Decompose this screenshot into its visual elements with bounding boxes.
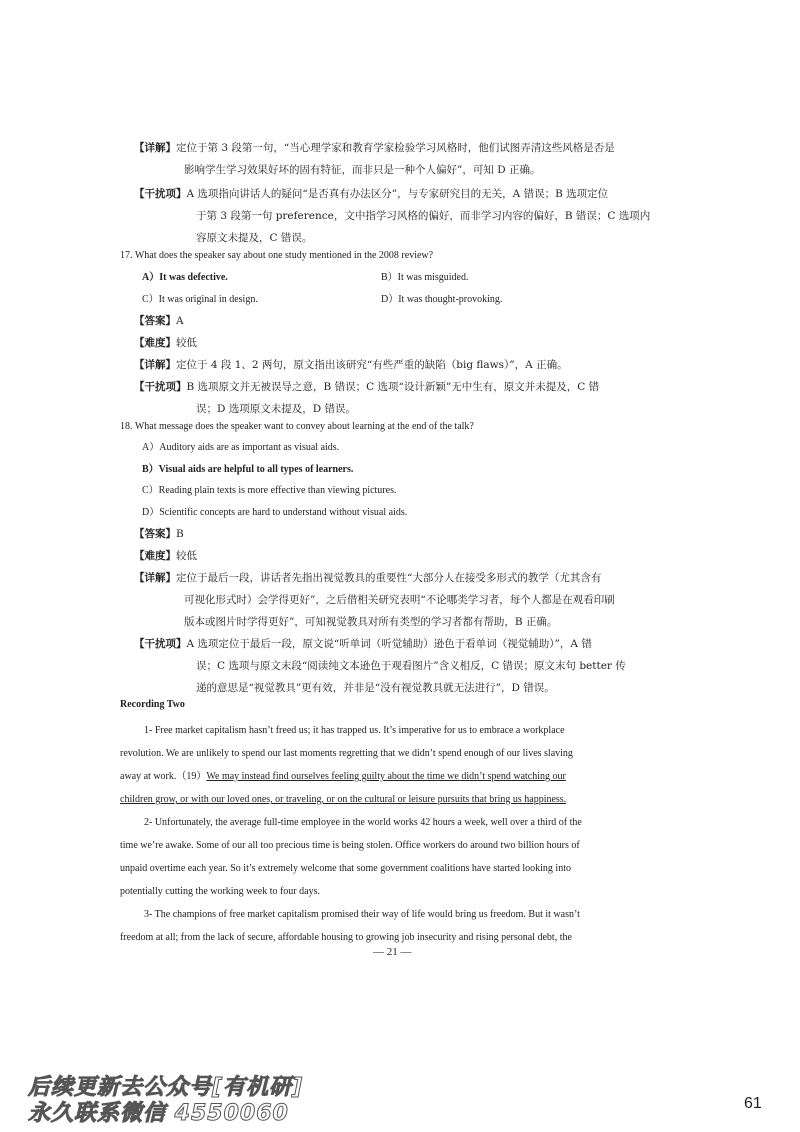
q17-distractor: 【干扰项】B 选项原文并无被误导之意，B 错误；C 选项“设计新颖”无中生有，原文并未提及，C 错 xyxy=(134,381,600,393)
q18-answer: 【答案】B xyxy=(134,528,184,540)
q18-difficulty: 【难度】较低 xyxy=(134,550,197,562)
q17-question: 17. What does the speaker say about one study mentioned in the 2008 review? xyxy=(120,250,434,261)
q17-option-c: C）It was original in design. xyxy=(142,294,258,305)
q16-distractor: 【干扰项】A 选项指向讲话人的疑问“是否真有办法区分”，与专家研究目的无关，A 错误；B 选项定位 xyxy=(134,188,609,200)
q17-option-a: A）It was defective. xyxy=(142,272,228,283)
q16-detail: 【详解】定位于第 3 段第一句，“当心理学家和教育学家检验学习风格时，他们试图弄清这些风格是否是 xyxy=(134,142,615,154)
q17-option-b: B）It was misguided. xyxy=(381,272,469,283)
transcript-line: 1- Free market capitalism hasn’t freed us; it has trapped us. It’s imperative for us to embrace a workplace xyxy=(144,725,565,736)
q17-difficulty: 【难度】较低 xyxy=(134,337,197,349)
transcript-line: 3- The champions of free market capitalism promised their way of life would bring us freedom. But it wasn’t xyxy=(144,909,580,920)
transcript-line: time we’re awake. Some of our all too precious time is being stolen. Office workers do around two billion hours of xyxy=(120,840,580,851)
q16-detail-cont: 影响学生学习效果好坏的固有特征，而非只是一种个人偏好”，可知 D 正确。 xyxy=(184,164,541,176)
underlined-answer: children grow, or with our loved ones, or traveling, or on the cultural or leisure pursuits that bring us happiness. xyxy=(120,794,567,805)
q17-option-d: D）It was thought-provoking. xyxy=(381,294,503,305)
transcript-line: unpaid overtime each year. So it’s extremely welcome that some government coalitions have started looking into xyxy=(120,863,571,874)
q18-option-d: D）Scientific concepts are hard to understand without visual aids. xyxy=(142,507,408,518)
transcript-line: 2- Unfortunately, the average full-time employee in the world works 42 hours a week, well over a third of the xyxy=(144,817,582,828)
q18-distractor-cont-2: 递的意思是“视觉教具”更有效，并非是“没有视觉教具就无法进行”，D 错误。 xyxy=(196,682,555,694)
q17-detail: 【详解】定位于 4 段 1、2 两句，原文指出该研究“有些严重的缺陷（big flaws）”，A 正确。 xyxy=(134,359,568,371)
q18-question: 18. What message does the speaker want to convey about learning at the end of the talk? xyxy=(120,421,474,432)
transcript-line: freedom at all; from the lack of secure, affordable housing to growing job insecurity and rising personal debt, the xyxy=(120,932,572,943)
distractor-label: 【干扰项】 xyxy=(134,188,187,200)
q18-distractor-cont-1: 误；C 选项与原文末段“阅读纯文本逊色于观看图片”含义相反，C 错误；原文末句 better 传 xyxy=(196,660,626,672)
transcript-line: away at work.（19）We may instead find ourselves feeling guilty about the time we didn’t spend watching our xyxy=(120,771,566,782)
detail-label: 【详解】 xyxy=(134,142,176,154)
q18-detail: 【详解】定位于最后一段，讲话者先指出视觉教具的重要性“大部分人在接受多形式的教学（尤其含有 xyxy=(134,572,602,584)
q18-option-c: C）Reading plain texts is more effective than viewing pictures. xyxy=(142,485,397,496)
q18-option-b: B）Visual aids are helpful to all types of learners. xyxy=(142,464,354,475)
page-number: — 21 — xyxy=(373,946,412,958)
q18-distractor: 【干扰项】A 选项定位于最后一段，原文说“听单词（听觉辅助）逊色于看单词（视觉辅助）”，A 错 xyxy=(134,638,592,650)
q17-answer: 【答案】A xyxy=(134,315,184,327)
transcript-line xyxy=(120,788,681,811)
q18-option-a: A）Auditory aids are as important as visual aids. xyxy=(142,442,340,453)
q16-distractor-cont-2: 容原文未提及，C 错误。 xyxy=(196,232,313,244)
watermark: 后续更新去公众号[有机研] 永久联系微信 4550060 xyxy=(28,1075,304,1126)
q18-detail-cont-2: 版本或图片时学得更好”，可知视觉教具对所有类型的学习者都有帮助，B 正确。 xyxy=(184,616,558,628)
transcript-line: potentially cutting the working week to four days. xyxy=(120,886,320,897)
q17-distractor-cont: 误；D 选项原文未提及，D 错误。 xyxy=(196,403,357,415)
transcript-line: revolution. We are unlikely to spend our last moments regretting that we didn’t spend enough of our lives slaving xyxy=(120,748,573,759)
q16-distractor-cont-1: 于第 3 段第一句 preference，文中指学习风格的偏好，而非学习内容的偏好，B 错误；C 选项内 xyxy=(196,210,651,222)
underlined-answer: We may instead find ourselves feeling guilty about the time we didn’t spend watching our xyxy=(206,771,566,782)
corner-page-number: 61 xyxy=(744,1095,762,1112)
section-title: Recording Two xyxy=(120,699,185,710)
q18-detail-cont-1: 可视化形式时）会学得更好”，之后借相关研究表明“不论哪类学习者，每个人都是在观看印刷 xyxy=(184,594,615,606)
